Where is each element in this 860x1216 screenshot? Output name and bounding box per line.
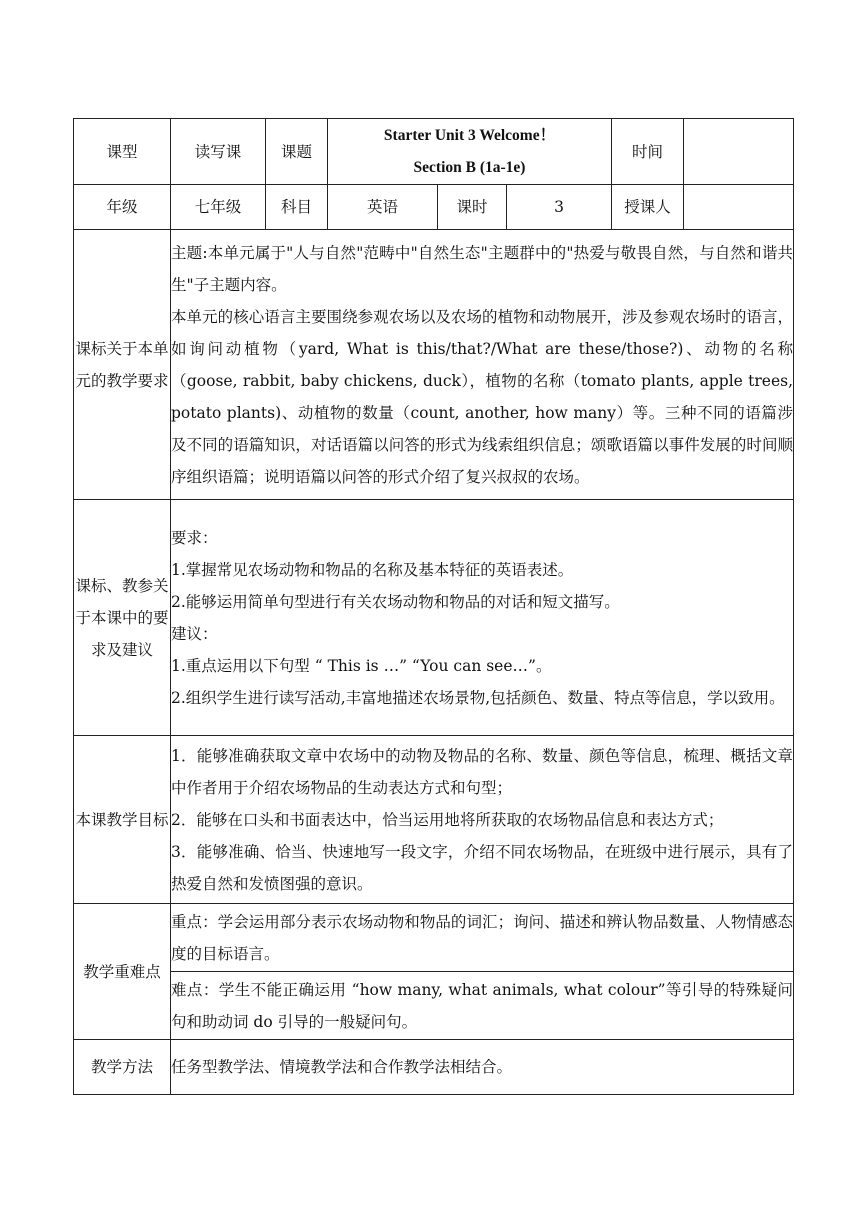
row-curriculum <box>74 230 794 500</box>
methods-value: 任务型教学法、情境教学法和合作教学法相结合。 <box>171 1040 794 1095</box>
curriculum-content <box>171 230 794 500</box>
row-objectives <box>74 736 794 904</box>
requirements-line: 1.掌握常见农场动物和物品的名称及基本特征的英语表述。 <box>171 560 574 579</box>
topic-value <box>328 119 612 185</box>
period-label: 课时 <box>438 185 507 230</box>
keypoints-label: 教学重难点 <box>74 904 171 1040</box>
difficult-point-text: 难点：学生不能正确运用 “how many, what animals, what colour”等引导的特殊疑问句和助动词 do 引导的一般疑问句。 <box>171 972 794 1040</box>
row-methods <box>74 1040 794 1095</box>
objective-item: 2．能够在口头和书面表达中，恰当运用地将所获取的农场物品信息和表达方式； <box>171 810 724 829</box>
row-lesson-type <box>74 119 794 185</box>
row-grade <box>74 185 794 230</box>
requirements-content <box>171 500 794 736</box>
subject-label: 科目 <box>266 185 328 230</box>
teacher-label: 授课人 <box>612 185 684 230</box>
grade-label: 年级 <box>74 185 171 230</box>
row-key-points <box>74 904 794 972</box>
topic-label: 课题 <box>266 119 328 185</box>
topic-line-2: Section B (1a-1e) <box>413 158 526 176</box>
grade-value: 七年级 <box>171 185 266 230</box>
curriculum-paragraph: 本单元的核心语言主要围绕参观农场以及农场的植物和动物展开，涉及参观农场时的语言，如询问动植物（yard, What is this/that?/What are these/those?)、动物的名称（goose, rabbit, baby chickens, duck），植物的名称（tomato plants, apple trees, potato plants)、动植物的数量（count, another, how many）等。三种不同的语篇涉及不同的语篇知识，对话语篇以问答的形式为线索组织信息；颂歌语篇以事件发展的时间顺序组织语篇；说明语篇以问答的形式介绍了复兴叔叔的农场。 <box>171 307 794 486</box>
requirements-line: 要求： <box>171 528 218 547</box>
objective-item: 3．能够准确、恰当、快速地写一段文字，介绍不同农场物品，在班级中进行展示，具有了热爱自然和发愤图强的意识。 <box>171 842 794 893</box>
row-difficult-points <box>74 972 794 1040</box>
time-label: 时间 <box>612 119 684 185</box>
requirements-label: 课标、教参关于本课中的要求及建议 <box>74 500 171 736</box>
row-requirements <box>74 500 794 736</box>
time-value <box>684 119 794 185</box>
lesson-type-value: 读写课 <box>171 119 266 185</box>
requirements-line: 1.重点运用以下句型 “ This is …” “You can see…”。 <box>171 656 552 675</box>
subject-value: 英语 <box>328 185 438 230</box>
period-value: 3 <box>507 185 612 230</box>
lesson-type-label: 课型 <box>74 119 171 185</box>
curriculum-paragraph: 主题:本单元属于"人与自然"范畴中"自然生态"主题群中的"热爱与敬畏自然，与自然和谐共生"子主题内容。 <box>171 243 794 294</box>
methods-label: 教学方法 <box>74 1040 171 1095</box>
curriculum-label: 课标关于本单元的教学要求 <box>74 230 171 500</box>
topic-line-1: Starter Unit 3 Welcome！ <box>383 126 556 144</box>
requirements-line: 2.能够运用简单句型进行有关农场动物和物品的对话和短文描写。 <box>171 592 620 611</box>
objective-item: 1．能够准确获取文章中农场中的动物及物品的名称、数量、颜色等信息，梳理、概括文章中作者用于介绍农场物品的生动表达方式和句型； <box>171 746 794 797</box>
requirements-line: 2.组织学生进行读写活动,丰富地描述农场景物,包括颜色、数量、特点等信息，学以致用。 <box>171 688 785 707</box>
objectives-label: 本课教学目标 <box>74 736 171 904</box>
lesson-plan-table <box>73 118 794 1095</box>
teacher-value <box>684 185 794 230</box>
key-point-text: 重点：学会运用部分表示农场动物和物品的词汇；询问、描述和辨认物品数量、人物情感态度的目标语言。 <box>171 904 794 972</box>
objectives-content <box>171 736 794 904</box>
requirements-line: 建议： <box>171 624 218 643</box>
